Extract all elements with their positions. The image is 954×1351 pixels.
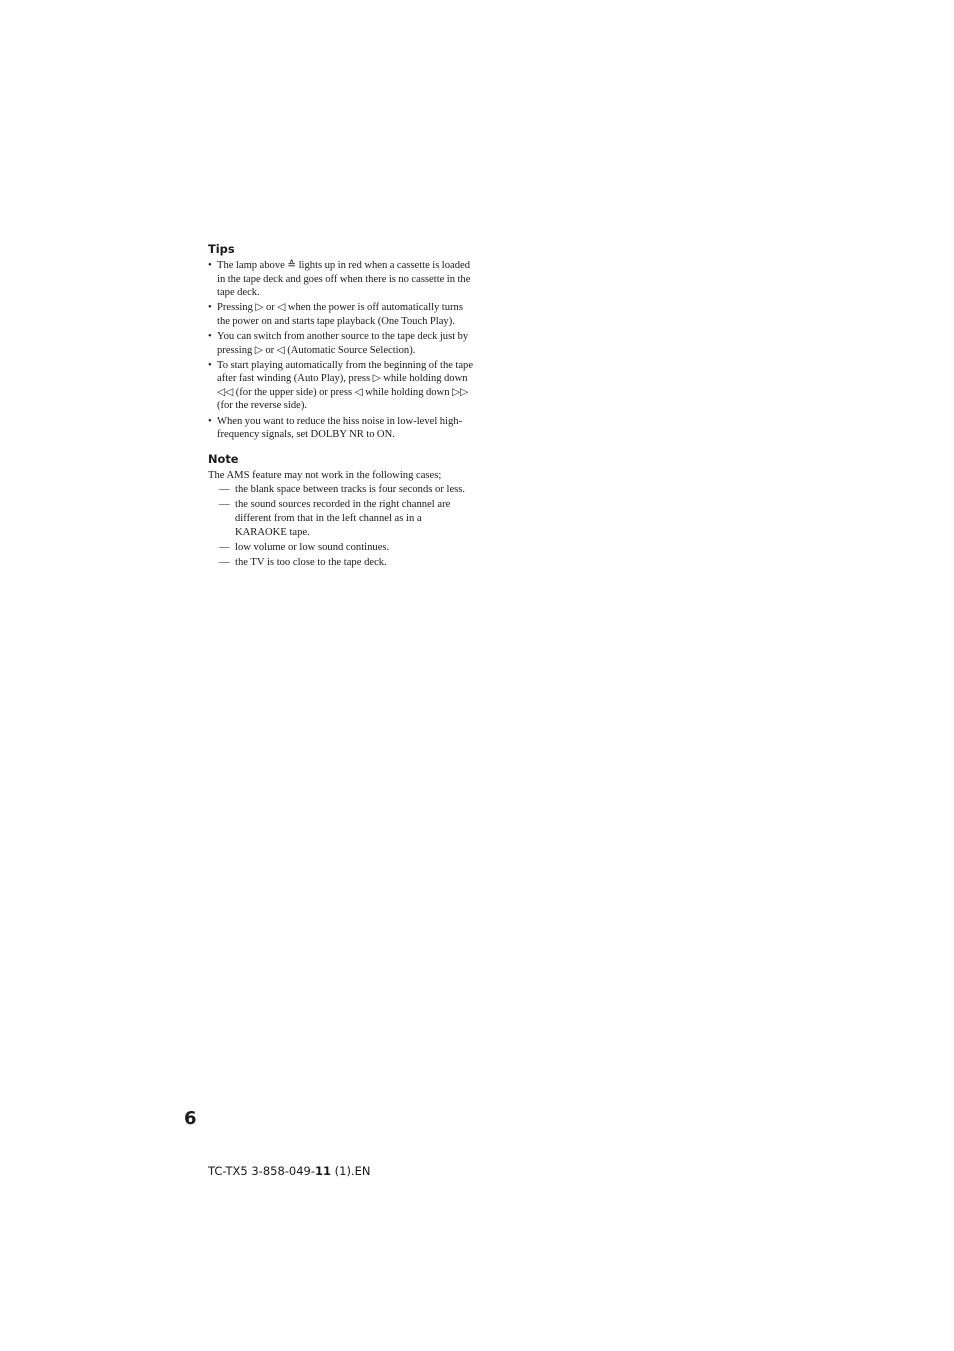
bullet: •	[208, 415, 212, 427]
content-column	[208, 241, 474, 571]
tip-text: The lamp above ≙ lights up in red when a cassette is loaded in the tape deck and goes off when there is no cassette in the tape deck.	[217, 260, 471, 299]
note-cases-list	[208, 483, 474, 569]
tip-text: When you want to reduce the hiss noise in low-level high-frequency signals, set DOLBY NR to ON.	[217, 415, 463, 441]
dash: —	[219, 541, 230, 553]
case-text: the TV is too close to the tape deck.	[235, 556, 387, 568]
tip-item	[208, 415, 474, 442]
tip-text: You can switch from another source to the tape deck just by pressing ▷ or ◁ (Automatic Source Selection).	[217, 330, 469, 356]
bullet: •	[208, 260, 212, 271]
bullet: •	[208, 330, 212, 342]
case-text: low volume or low sound continues.	[235, 541, 390, 553]
tip-item	[208, 301, 474, 328]
tips-list	[208, 259, 474, 442]
case-item	[208, 498, 474, 539]
tip-item	[208, 359, 474, 413]
tip-item	[208, 330, 474, 357]
footer-prefix: TC-TX5 3-858-049-	[208, 1164, 316, 1178]
case-item	[208, 541, 474, 555]
case-item	[208, 556, 474, 570]
bullet: •	[208, 302, 212, 314]
dash: —	[219, 499, 230, 511]
dash: —	[219, 556, 230, 568]
case-text: the blank space between tracks is four seconds or less.	[235, 484, 466, 496]
tip-item	[208, 259, 474, 300]
footer-code	[208, 1162, 371, 1180]
tips-heading: Tips	[208, 242, 235, 256]
case-text: the sound sources recorded in the right channel are different from that in the left channel as in a KARAOKE tape.	[235, 499, 451, 538]
bullet: •	[208, 359, 212, 371]
footer-bold: 11	[315, 1164, 332, 1178]
tip-text: Pressing ▷ or ◁ when the power is off automatically turns the power on and starts tape playback (One Touch Play).	[217, 302, 463, 327]
footer-suffix: (1).EN	[331, 1164, 371, 1178]
tip-text: To start playing automatically from the beginning of the tape after fast winding (Auto Play), press ▷ while holding down ◁◁ (for the upper side) or press ◁ while holding down ▷▷ (for the reverse side).	[217, 359, 474, 412]
dash: —	[219, 484, 230, 496]
note-heading: Note	[208, 451, 239, 466]
case-item	[208, 483, 474, 497]
note-intro: The AMS feature may not work in the following cases;	[208, 469, 442, 481]
page-number: 6	[184, 1108, 197, 1129]
